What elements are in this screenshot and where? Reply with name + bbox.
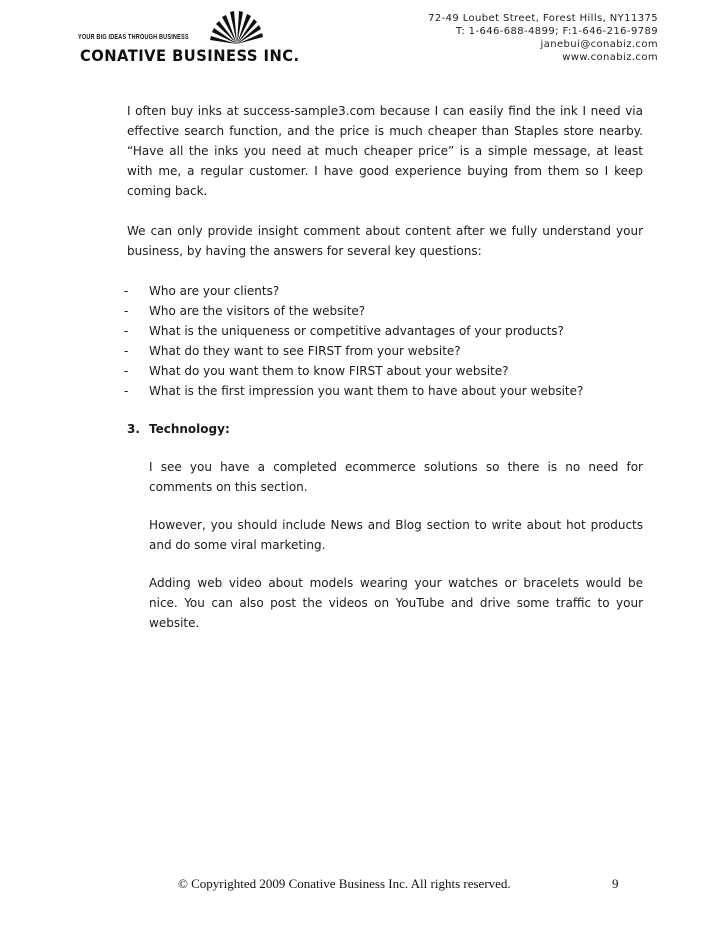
list-item: - What do they want to see FIRST from your website? (124, 344, 461, 358)
email: janebui@conabiz.com (540, 39, 658, 50)
key-questions-list (124, 281, 643, 401)
paragraph: However, you should include News and Blog section to write about hot products and do some viral marketing. (149, 518, 643, 552)
address: 72-49 Loubet Street, Forest Hills, NY11375 (428, 13, 658, 24)
copyright-notice: © Copyrighted 2009 Conative Business Inc. All rights reserved. (178, 876, 511, 891)
section-technology-body (149, 457, 643, 633)
logo-company-name: CONATIVE BUSINESS INC. (80, 46, 300, 65)
list-item: - What is the uniqueness or competitive advantages of your products? (124, 324, 564, 338)
list-item: - What do you want them to know FIRST about your website? (124, 364, 509, 378)
paragraph-testimonial: I often buy inks at success-sample3.com because I can easily find the ink I need via effective search function, and the price is much cheaper than Staples store nearby. “Have all the inks you need at much cheaper price” is a simple message, at least with me, a regular customer. I have good experience buying from them so I keep coming back. (127, 104, 643, 198)
logo-tagline: YOUR BIG IDEAS THROUGH BUSINESS (78, 34, 189, 42)
list-item: - Who are your clients? (124, 284, 280, 298)
list-item: - Who are the visitors of the website? (124, 304, 366, 318)
company-logo (78, 10, 300, 66)
website: www.conabiz.com (562, 52, 658, 63)
paragraph-insight: We can only provide insight comment about content after we fully understand your business, by having the answers for several key questions: (127, 224, 643, 258)
page-number: 9 (612, 876, 619, 891)
paragraph: Adding web video about models wearing your watches or bracelets would be nice. You can also post the videos on YouTube and drive some traffic to your website. (149, 576, 643, 630)
contact-block (428, 12, 658, 64)
list-item: - What is the first impression you want them to have about your website? (124, 384, 584, 398)
document-body (124, 101, 643, 651)
paragraph: I see you have a completed ecommerce solutions so there is no need for comments on this section. (149, 460, 643, 494)
phone-fax: T: 1-646-688-4899; F:1-646-216-9789 (455, 26, 658, 37)
section-heading-technology: 3. Technology: (127, 422, 230, 436)
sunburst-logo-icon (206, 10, 268, 46)
